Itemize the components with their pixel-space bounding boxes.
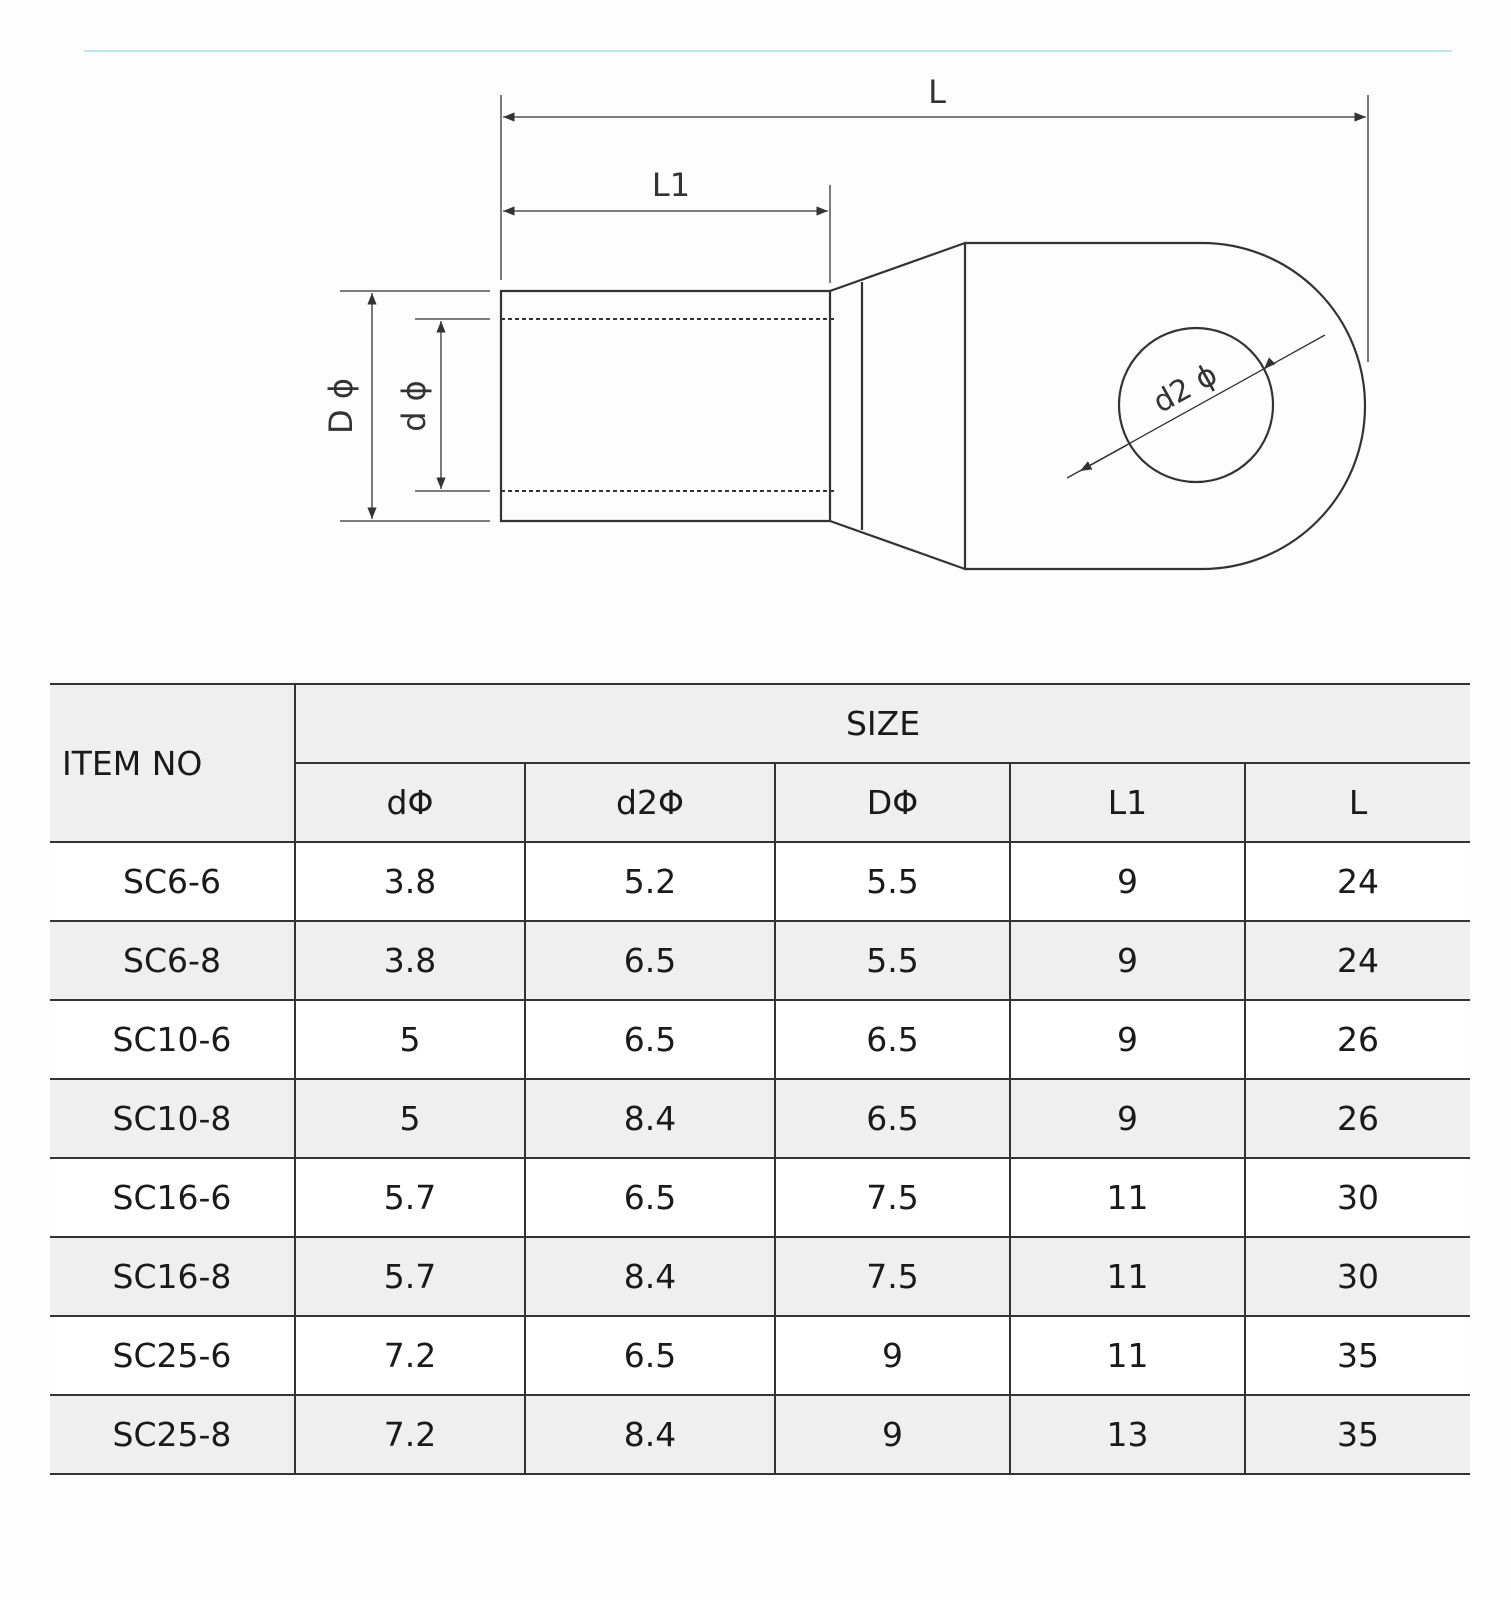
barrel-outline	[501, 291, 830, 521]
value-cell: 5.5	[775, 842, 1010, 921]
table-row	[50, 1395, 1470, 1474]
table-row	[50, 1237, 1470, 1316]
label-d2-phi: d2 ϕ	[1147, 357, 1224, 421]
item-cell: SC10-8	[50, 1079, 295, 1158]
value-cell: 6.5	[775, 1079, 1010, 1158]
value-cell: 6.5	[525, 1158, 775, 1237]
value-cell: 7.5	[775, 1158, 1010, 1237]
value-cell: 6.5	[525, 921, 775, 1000]
barrel-inner-lines	[501, 319, 835, 491]
value-cell: 30	[1245, 1158, 1470, 1237]
label-L: L	[928, 73, 946, 111]
value-cell: 7.5	[775, 1237, 1010, 1316]
value-cell: 5	[295, 1000, 525, 1079]
value-cell: 35	[1245, 1316, 1470, 1395]
label-L1: L1	[651, 166, 691, 204]
value-cell: 5.7	[295, 1158, 525, 1237]
column-header: d2Φ	[525, 763, 775, 842]
value-cell: 11	[1010, 1237, 1245, 1316]
value-cell: 8.4	[525, 1395, 775, 1474]
dimension-lines	[372, 117, 1366, 519]
value-cell: 9	[775, 1395, 1010, 1474]
value-cell: 9	[1010, 842, 1245, 921]
value-cell: 35	[1245, 1395, 1470, 1474]
value-cell: 7.2	[295, 1316, 525, 1395]
value-cell: 9	[1010, 1000, 1245, 1079]
value-cell: 30	[1245, 1237, 1470, 1316]
column-header: L	[1245, 763, 1470, 842]
label-d-phi: d ϕ	[395, 380, 433, 432]
item-cell: SC6-8	[50, 921, 295, 1000]
value-cell: 9	[1010, 1079, 1245, 1158]
value-cell: 26	[1245, 1079, 1470, 1158]
value-cell: 7.2	[295, 1395, 525, 1474]
value-cell: 26	[1245, 1000, 1470, 1079]
item-no-header: ITEM NO	[50, 684, 295, 842]
value-cell: 9	[775, 1316, 1010, 1395]
value-cell: 24	[1245, 842, 1470, 921]
table-row	[50, 842, 1470, 921]
value-cell: 11	[1010, 1316, 1245, 1395]
value-cell: 8.4	[525, 1237, 775, 1316]
value-cell: 6.5	[525, 1316, 775, 1395]
value-cell: 3.8	[295, 842, 525, 921]
item-cell: SC16-6	[50, 1158, 295, 1237]
label-D-phi: D ϕ	[322, 378, 360, 434]
value-cell: 6.5	[525, 1000, 775, 1079]
size-table	[50, 683, 1470, 1475]
value-cell: 9	[1010, 921, 1245, 1000]
value-cell: 5	[295, 1079, 525, 1158]
value-cell: 13	[1010, 1395, 1245, 1474]
value-cell: 5.5	[775, 921, 1010, 1000]
table-header-row	[50, 684, 1470, 763]
value-cell: 3.8	[295, 921, 525, 1000]
extension-lines	[340, 95, 1368, 521]
ring-hole	[1119, 328, 1273, 482]
column-header: dΦ	[295, 763, 525, 842]
table-row	[50, 1316, 1470, 1395]
column-header: DΦ	[775, 763, 1010, 842]
table-row	[50, 1158, 1470, 1237]
value-cell: 8.4	[525, 1079, 775, 1158]
item-cell: SC25-6	[50, 1316, 295, 1395]
taper-outline	[830, 243, 965, 569]
table-row	[50, 921, 1470, 1000]
size-header: SIZE	[295, 684, 1470, 763]
item-cell: SC16-8	[50, 1237, 295, 1316]
ring-terminal-diagram	[0, 0, 1511, 640]
table-row	[50, 1000, 1470, 1079]
item-cell: SC10-6	[50, 1000, 295, 1079]
terminal-outline	[501, 243, 1365, 569]
value-cell: 6.5	[775, 1000, 1010, 1079]
item-cell: SC25-8	[50, 1395, 295, 1474]
column-header: L1	[1010, 763, 1245, 842]
value-cell: 24	[1245, 921, 1470, 1000]
value-cell: 11	[1010, 1158, 1245, 1237]
value-cell: 5.7	[295, 1237, 525, 1316]
item-cell: SC6-6	[50, 842, 295, 921]
value-cell: 5.2	[525, 842, 775, 921]
table-row	[50, 1079, 1470, 1158]
